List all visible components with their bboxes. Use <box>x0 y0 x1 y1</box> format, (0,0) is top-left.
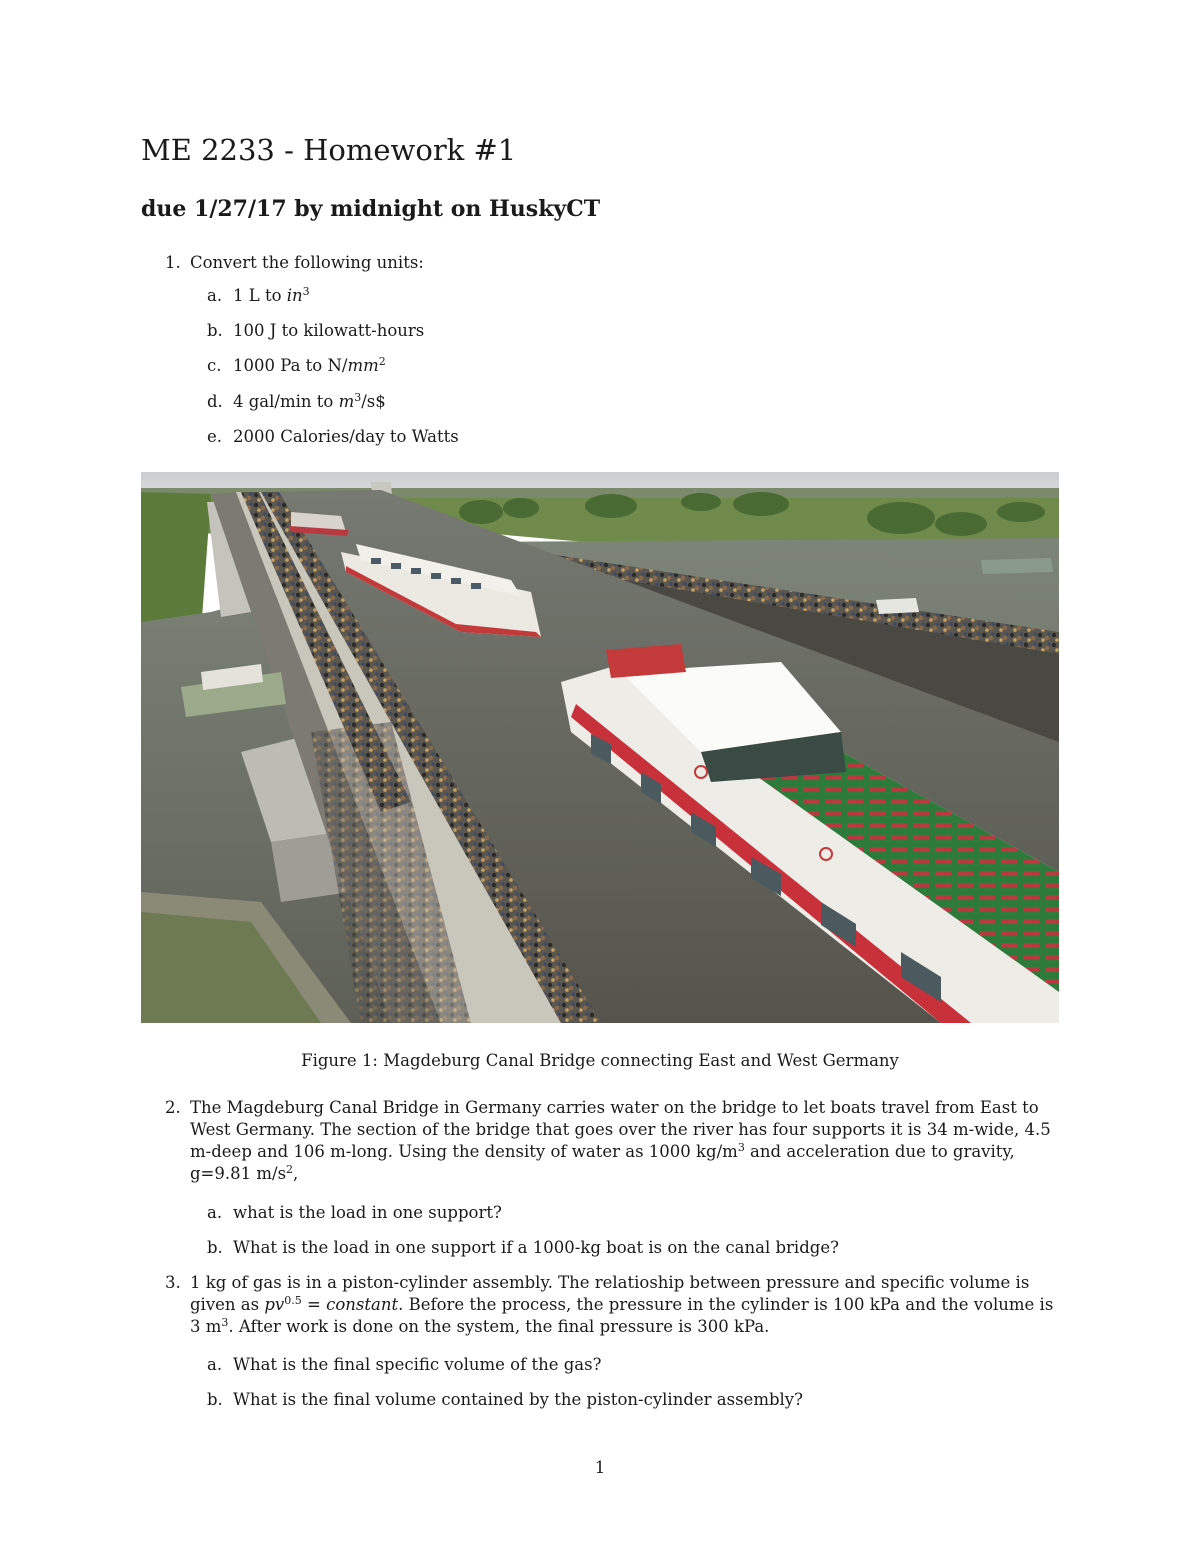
q1-item-e: e. 2000 Calories/day to Watts <box>207 427 459 446</box>
q1-intro: Convert the following units: <box>190 253 424 272</box>
q2-item-b: b. What is the load in one support if a 1000-kg boat is on the canal bridge? <box>207 1238 839 1257</box>
page-number: 1 <box>594 1458 606 1477</box>
q2-text: The Magdeburg Canal Bridge in Germany carries water on the bridge to let boats travel from East to West Germany. The section of the bridge that goes over the river has four supports it is 34 m-wide, 4.5 m-deep and 106 m-long. Using the density of water as 1000 $kg/m^3$ and acceleration due to gravity, g=9.81 $m/s^2$, <box>190 1098 1051 1183</box>
q1-item-d: d. 4 gal/min to $m^3/s\$$ <box>207 391 386 411</box>
page-title: ME 2233 - Homework #1 <box>141 133 517 167</box>
q3-number: 3. <box>165 1273 181 1292</box>
q1-number: 1. <box>165 253 181 272</box>
q1-item-b: b. 100 J to kilowatt-hours <box>207 321 425 340</box>
due-date: due 1/27/17 by midnight on HuskyCT <box>141 196 601 222</box>
q3-text: 1 kg of gas is in a piston-cylinder assembly. The relatioship between pressure and specific volume is given as $pv^{0.5}$ = constant. Before the process, the pressure in the cylinder is 100 kPa and the volume is 3 $m^3$. After work is done on the system, the final pressure is 300 kPa. <box>190 1273 1054 1336</box>
q3-item-b: b. What is the final volume contained by the piston-cylinder assembly? <box>207 1390 803 1409</box>
canal-bridge-photo <box>141 472 1059 1023</box>
q2-number: 2. <box>165 1098 181 1117</box>
q3-item-a: a. What is the final specific volume of the gas? <box>207 1355 602 1374</box>
figure-caption: Figure 1: Magdeburg Canal Bridge connecting East and West Germany <box>301 1051 899 1070</box>
q1-item-c: c. 1000 Pa to $N/mm^2$ <box>207 355 386 375</box>
q1-item-a: a. 1 L to $in^3$ <box>207 285 310 305</box>
q2-item-a: a. what is the load in one support? <box>207 1203 502 1222</box>
